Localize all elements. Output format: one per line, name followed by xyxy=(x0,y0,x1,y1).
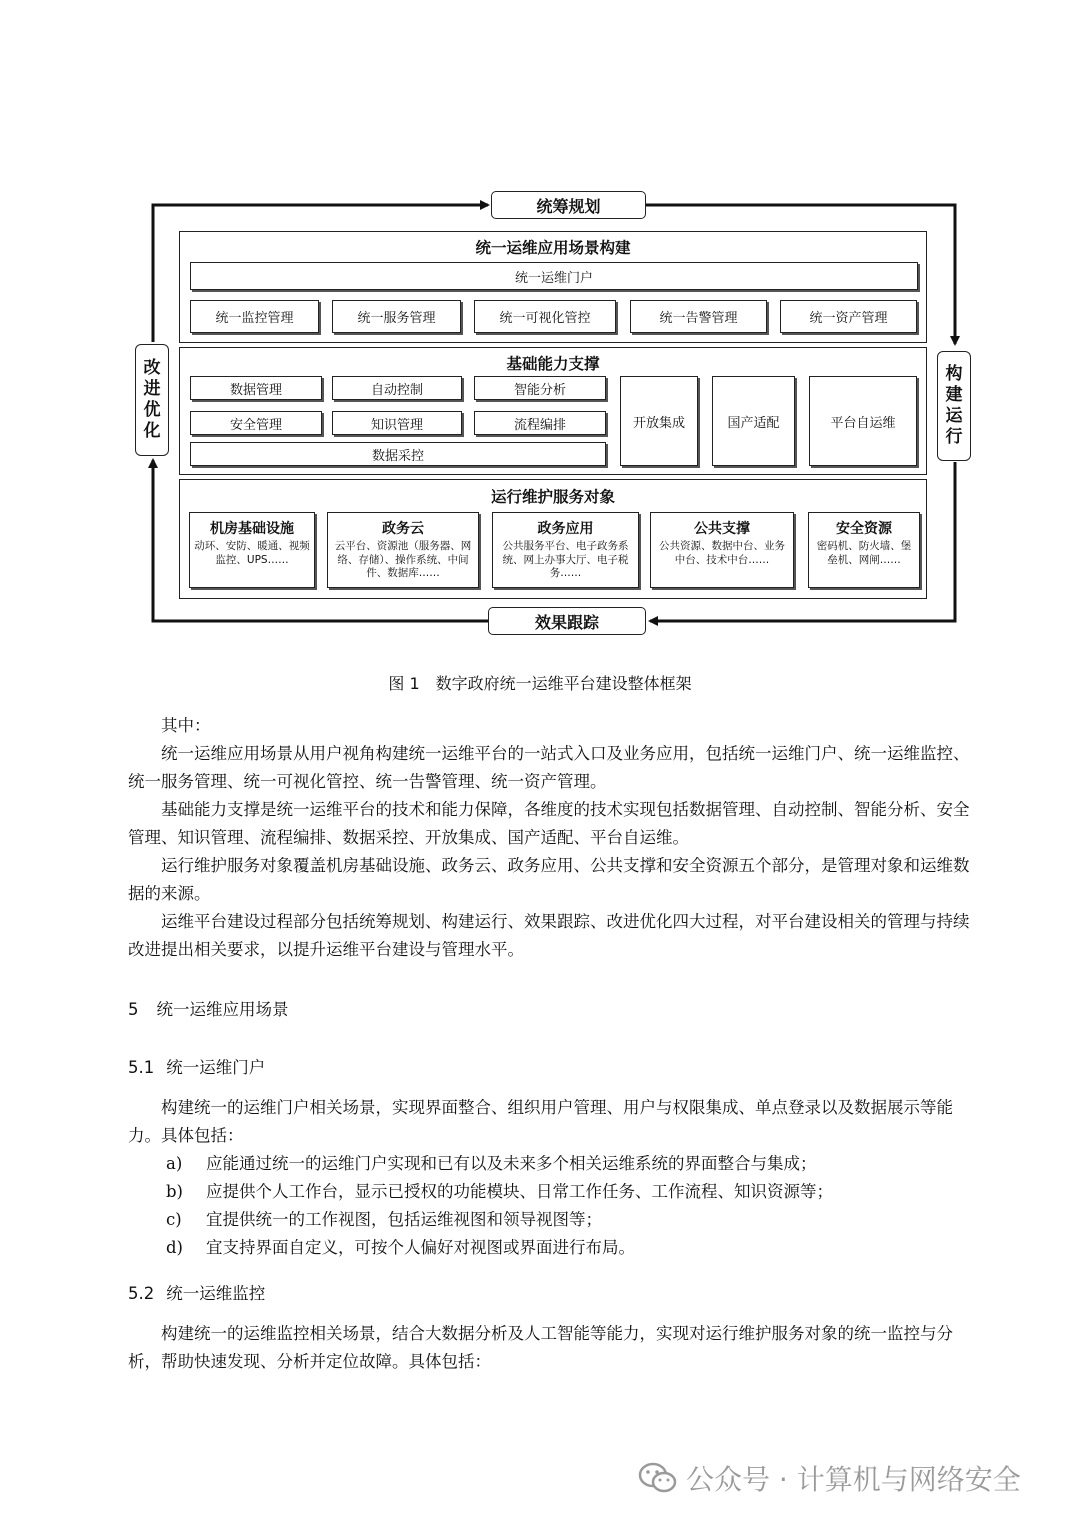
object-title: 机房基础设施 xyxy=(210,521,294,537)
portal-box: 统一运维门户 xyxy=(190,262,918,290)
object-card xyxy=(808,512,920,588)
object-card xyxy=(189,512,315,588)
cycle-top-label: 统筹规划 xyxy=(491,191,646,219)
object-desc: 公共资源、数据中台、业务中台、技术中台…… xyxy=(659,540,785,566)
object-desc: 密码机、防火墙、堡垒机、网闸…… xyxy=(816,540,912,566)
section51-intro-block xyxy=(128,1094,976,1150)
paragraph: 运行维护服务对象覆盖机房基础设施、政务云、政务应用、公共支撑和安全资源五个部分，是管理对象和运维数据的来源。 xyxy=(128,856,970,903)
section-heading xyxy=(128,996,289,1020)
object-title: 安全资源 xyxy=(836,521,892,537)
object-title: 公共支撑 xyxy=(694,521,750,537)
capability-side-item: 开放集成 xyxy=(620,376,698,466)
scenario-item: 统一告警管理 xyxy=(630,300,767,333)
list-label: d) xyxy=(166,1238,183,1257)
list-item xyxy=(166,1234,833,1262)
list-item xyxy=(166,1150,833,1178)
section-number: 5.1 xyxy=(128,1058,155,1077)
capabilities-title: 基础能力支撑 xyxy=(506,355,600,373)
section51-list xyxy=(166,1150,833,1262)
vertical-char: 建 xyxy=(945,385,963,405)
list-text: 宜提供统一的工作视图，包括运维视图和领导视图等； xyxy=(206,1210,602,1229)
vertical-char: 化 xyxy=(143,421,161,441)
list-item xyxy=(166,1206,833,1234)
list-text: 应能通过统一的运维门户实现和已有以及未来多个相关运维系统的界面整合与集成； xyxy=(206,1154,817,1173)
capability-item: 智能分析 xyxy=(474,376,606,400)
object-title: 政务应用 xyxy=(537,521,594,537)
capability-item: 自动控制 xyxy=(332,376,462,400)
list-label: c) xyxy=(166,1210,182,1229)
vertical-char: 行 xyxy=(945,427,963,447)
capability-side-item: 国产适配 xyxy=(712,376,795,466)
objects-title: 运行维护服务对象 xyxy=(490,488,615,506)
scenario-item: 统一资产管理 xyxy=(780,300,917,333)
object-card xyxy=(327,512,479,588)
watermark-text: 公众号 · 计算机与网络安全 xyxy=(686,1463,1021,1496)
description-block xyxy=(128,712,976,964)
paragraph: 基础能力支撑是统一运维平台的技术和能力保障，各维度的技术实现包括数据管理、自动控制、智能分析、安全管理、知识管理、流程编排、数据采控、开放集成、国产适配、平台自运维。 xyxy=(128,800,970,847)
scenarios-title: 统一运维应用场景构建 xyxy=(475,239,631,257)
capability-side-item: 平台自运维 xyxy=(809,376,917,466)
list-label: a) xyxy=(166,1154,183,1173)
scenario-item: 统一服务管理 xyxy=(332,300,461,333)
list-text: 应提供个人工作台，显示已授权的功能模块、日常工作任务、工作流程、知识资源等； xyxy=(206,1182,833,1201)
vertical-char: 进 xyxy=(143,379,161,399)
scenario-item: 统一监控管理 xyxy=(190,300,319,333)
list-item xyxy=(166,1178,833,1206)
object-desc: 动环、安防、暖通、视频监控、UPS…… xyxy=(194,540,310,566)
scenario-item: 统一可视化管控 xyxy=(474,300,616,333)
subsection-heading xyxy=(128,1280,265,1304)
vertical-char: 改 xyxy=(143,358,161,378)
object-card xyxy=(492,512,639,588)
vertical-char: 构 xyxy=(945,364,963,384)
section52-intro-block xyxy=(128,1320,976,1376)
section-title: 统一运维监控 xyxy=(166,1284,266,1303)
section-number: 5 xyxy=(128,1000,139,1019)
cycle-bottom-label: 效果跟踪 xyxy=(488,607,646,635)
object-desc: 公共服务平台、电子政务系统、网上办事大厅、电子税务…… xyxy=(502,540,629,579)
paragraph: 统一运维应用场景从用户视角构建统一运维平台的一站式入口及业务应用，包括统一运维门户、统一运维监控、统一服务管理、统一可视化管控、统一告警管理、统一资产管理。 xyxy=(128,744,970,791)
object-title: 政务云 xyxy=(382,521,424,537)
section-title: 统一运维应用场景 xyxy=(156,1000,289,1019)
cycle-left-label xyxy=(135,344,169,456)
vertical-char: 优 xyxy=(143,400,161,420)
wechat-icon xyxy=(638,1461,678,1495)
cycle-right-label xyxy=(937,351,971,461)
paragraph: 其中： xyxy=(161,716,211,735)
capability-item: 流程编排 xyxy=(474,411,606,435)
vertical-char: 运 xyxy=(945,406,963,426)
watermark xyxy=(638,1458,1021,1498)
capability-item: 数据采控 xyxy=(190,442,606,466)
cycle-left-text xyxy=(144,358,161,442)
object-desc: 云平台、资源池（服务器、网络、存储）、操作系统、中间件、数据库…… xyxy=(334,540,472,579)
subsection-heading xyxy=(128,1054,265,1078)
paragraph: 构建统一的运维门户相关场景，实现界面整合、组织用户管理、用户与权限集成、单点登录以及数据展示等能力。具体包括： xyxy=(128,1098,953,1145)
object-card xyxy=(650,512,794,588)
section-number: 5.2 xyxy=(128,1284,155,1303)
figure-caption: 图 1 数字政府统一运维平台建设整体框架 xyxy=(388,674,692,693)
section-title: 统一运维门户 xyxy=(166,1058,266,1077)
list-label: b) xyxy=(166,1182,183,1201)
paragraph: 运维平台建设过程部分包括统筹规划、构建运行、效果跟踪、改进优化四大过程，对平台建设相关的管理与持续改进提出相关要求，以提升运维平台建设与管理水平。 xyxy=(128,912,970,959)
capability-item: 知识管理 xyxy=(332,411,462,435)
list-text: 宜支持界面自定义，可按个人偏好对视图或界面进行布局。 xyxy=(206,1238,635,1257)
capability-item: 安全管理 xyxy=(190,411,322,435)
paragraph: 构建统一的运维监控相关场景，结合大数据分析及人工智能等能力，实现对运行维护服务对象的统一监控与分析，帮助快速发现、分析并定位故障。具体包括： xyxy=(128,1324,953,1371)
capability-item: 数据管理 xyxy=(190,376,322,400)
cycle-right-text xyxy=(946,364,963,448)
